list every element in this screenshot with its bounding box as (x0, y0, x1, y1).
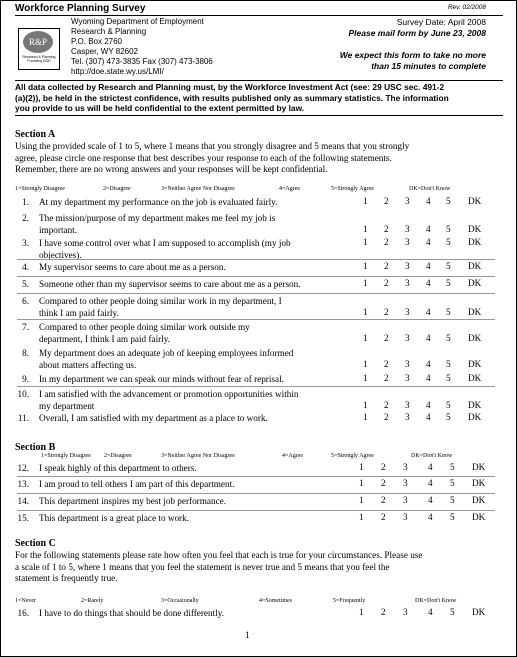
section-a-instructions (15, 141, 409, 176)
response-option-1[interactable]: 1 (359, 495, 364, 505)
question-text: Someone other than my supervisor seems to care about me as a person. (39, 279, 301, 289)
response-option-2[interactable]: 2 (381, 495, 386, 505)
question-text: I have some control over what I am supposed to accomplish (my job (39, 238, 291, 248)
scale-label: 1=Strongly Disagree (15, 186, 65, 192)
response-option-5[interactable]: 5 (446, 261, 451, 271)
scale-label: 1=Strongly Disagree (41, 453, 91, 459)
response-option-5[interactable]: 5 (450, 478, 455, 488)
scale-label: 3=Occasionally (161, 598, 199, 604)
response-option-5[interactable]: 5 (450, 607, 455, 617)
response-option-1[interactable]: 1 (359, 512, 364, 522)
scale-label: DK=Don't Know (411, 453, 453, 459)
scale-label: 2=Disagree (103, 186, 131, 192)
response-option-dk[interactable]: DK (468, 224, 482, 234)
response-option-1[interactable]: 1 (363, 373, 368, 383)
address-line: Wyoming Department of Employment (71, 17, 204, 26)
question-divider (17, 319, 495, 320)
scale-label: DK=Don't Know (415, 598, 457, 604)
scale-label: 4=Agree (279, 186, 301, 192)
question-number: 6. (22, 296, 29, 306)
address-line: P.O. Box 2760 (71, 37, 122, 46)
response-option-5[interactable]: 5 (446, 278, 451, 288)
response-option-2[interactable]: 2 (384, 373, 389, 383)
question-number: 2. (22, 213, 29, 223)
response-option-4[interactable]: 4 (428, 512, 433, 522)
response-option-2[interactable]: 2 (384, 196, 389, 206)
revision-label: Rev. 02/2008 (447, 4, 486, 11)
response-option-dk[interactable]: DK (472, 462, 486, 472)
question-number: 8. (22, 348, 29, 358)
instruction-line: Remember, there are no wrong answers and your responses will be kept confidential. (15, 164, 328, 175)
response-option-dk[interactable]: DK (468, 412, 482, 422)
response-option-2[interactable]: 2 (384, 307, 389, 317)
response-option-3[interactable]: 3 (405, 333, 410, 343)
response-option-3[interactable]: 3 (405, 278, 410, 288)
response-option-1[interactable]: 1 (363, 333, 368, 343)
question-text: I have to do things that should be done differently. (39, 608, 224, 618)
question-text: Overall, I am satisfied with my department as a place to work. (39, 413, 268, 423)
response-option-2[interactable]: 2 (384, 359, 389, 369)
scale-label: 5=Frequently (333, 598, 366, 604)
question-number: 7. (22, 322, 29, 332)
mail-deadline: Please mail form by June 23, 2008 (348, 28, 486, 38)
response-option-2[interactable]: 2 (384, 278, 389, 288)
question-number: 5. (22, 279, 29, 289)
response-option-dk[interactable]: DK (472, 607, 486, 617)
response-option-3[interactable]: 3 (403, 512, 408, 522)
response-option-3[interactable]: 3 (405, 307, 410, 317)
response-option-4[interactable]: 4 (426, 400, 431, 410)
response-option-4[interactable]: 4 (426, 333, 431, 343)
question-text: think I am paid fairly. (39, 308, 119, 318)
question-divider (17, 493, 495, 494)
confidentiality-line: All data collected by Research and Planning must, by the Workforce Investment Act (see: 29 USC sec. 491-2 (15, 82, 445, 92)
response-option-5[interactable]: 5 (446, 224, 451, 234)
response-option-4[interactable]: 4 (426, 224, 431, 234)
instruction-line: For the following statements please rate how often you feel that each is true for your circumstances. Please use (15, 550, 423, 560)
header-divider (15, 80, 503, 81)
instruction-line: a scale of 1 to 5, where 1 means that you feel the statement is never true and 5 means that you feel the (15, 561, 390, 572)
question-number: 13. (17, 479, 29, 489)
page-number: 1 (245, 630, 250, 640)
header-rule (15, 15, 503, 16)
question-divider (17, 510, 495, 511)
response-option-1[interactable]: 1 (363, 237, 368, 247)
response-option-4[interactable]: 4 (426, 412, 431, 422)
address-line: Tel. (307) 473-3835 Fax (307) 473-3806 (71, 57, 213, 66)
response-option-5[interactable]: 5 (446, 237, 451, 247)
question-number: 14. (17, 496, 29, 506)
response-option-4[interactable]: 4 (426, 359, 431, 369)
scale-label: 4=Sometimes (259, 598, 293, 604)
response-option-dk[interactable]: DK (472, 478, 486, 488)
question-text: Compared to other people doing similar work outside my (39, 322, 250, 332)
confidentiality-notice (15, 82, 449, 114)
response-option-4[interactable]: 4 (426, 373, 431, 383)
address-line: Research & Planning (71, 27, 147, 36)
question-number: 16. (17, 608, 29, 618)
question-divider (17, 259, 495, 260)
response-option-2[interactable]: 2 (381, 478, 386, 488)
response-option-dk[interactable]: DK (468, 196, 482, 206)
response-option-5[interactable]: 5 (450, 462, 455, 472)
response-option-dk[interactable]: DK (468, 400, 482, 410)
survey-date: Survey Date: April 2008 (396, 17, 486, 27)
confidentiality-line: you provide to us will be held confidential to the extent permitted by law. (15, 103, 305, 113)
response-option-3[interactable]: 3 (405, 359, 410, 369)
response-option-1[interactable]: 1 (363, 261, 368, 271)
question-text: I speak highly of this department to others. (39, 463, 197, 473)
time-estimate-line-2: than 15 minutes to complete (371, 61, 486, 71)
response-option-4[interactable]: 4 (426, 261, 431, 271)
question-text: At my department my performance on the job is evaluated fairly. (39, 197, 278, 207)
response-option-5[interactable]: 5 (450, 512, 455, 522)
question-text: My department does an adequate job of keeping employees informed (39, 348, 294, 358)
response-option-3[interactable]: 3 (403, 495, 408, 505)
question-text: Compared to other people doing similar work in my department, I (39, 296, 282, 306)
response-option-1[interactable]: 1 (363, 359, 368, 369)
form-title: Workforce Planning Survey (15, 3, 146, 14)
question-divider (17, 476, 495, 477)
question-number: 3. (22, 238, 29, 248)
response-option-2[interactable]: 2 (384, 237, 389, 247)
question-text: In my department we can speak our minds without fear of reprisal. (39, 374, 284, 384)
response-option-dk[interactable]: DK (472, 495, 486, 505)
time-estimate-line-1: We expect this form to take no more (339, 50, 486, 60)
response-option-3[interactable]: 3 (403, 478, 408, 488)
instruction-line: Using the provided scale of 1 to 5, where 1 means that you strongly disagree and 5 means that you strongly (15, 141, 410, 151)
response-option-5[interactable]: 5 (450, 495, 455, 505)
response-option-5[interactable]: 5 (446, 333, 451, 343)
scale-label: 3=Neither Agree Nor Disagree (161, 453, 235, 459)
response-option-4[interactable]: 4 (426, 196, 431, 206)
response-option-2[interactable]: 2 (381, 512, 386, 522)
question-text: This department inspires my best job performance. (39, 496, 227, 506)
response-option-dk[interactable]: DK (468, 278, 482, 288)
response-option-1[interactable]: 1 (363, 307, 368, 317)
response-option-dk[interactable]: DK (468, 261, 482, 271)
response-option-3[interactable]: 3 (405, 261, 410, 271)
response-option-3[interactable]: 3 (405, 224, 410, 234)
scale-label: 5=Strongly Agree (331, 453, 374, 459)
question-number: 4. (22, 262, 29, 272)
response-option-dk[interactable]: DK (472, 512, 486, 522)
confidentiality-line: (a)(2)), be held in the strictest confidence, with results published only as summary statistics. The information (15, 92, 449, 103)
section-c-title: Section C (15, 538, 56, 549)
question-text: department, I think I am paid fairly. (39, 334, 171, 344)
question-text: important. (39, 225, 78, 235)
response-option-1[interactable]: 1 (359, 607, 364, 617)
response-option-1[interactable]: 1 (363, 412, 368, 422)
scale-label: 4=Agree (282, 453, 304, 459)
response-option-5[interactable]: 5 (446, 196, 451, 206)
response-option-5[interactable]: 5 (446, 307, 451, 317)
response-option-2[interactable]: 2 (384, 412, 389, 422)
question-number: 10. (17, 389, 29, 399)
response-option-1[interactable]: 1 (359, 478, 364, 488)
address-link[interactable]: http://doe.state.wy.us/LMI/ (71, 67, 164, 76)
scale-label: 1=Never (15, 598, 37, 604)
response-option-1[interactable]: 1 (363, 224, 368, 234)
response-option-3[interactable]: 3 (405, 412, 410, 422)
response-option-4[interactable]: 4 (426, 307, 431, 317)
instruction-line: agree, please circle one response that best describes your response to each of the following statements. (15, 152, 392, 163)
question-text: about matters affecting us. (39, 360, 137, 370)
question-text: my department (39, 401, 95, 411)
scale-label: DK=Don't Know (409, 186, 451, 192)
question-divider (17, 386, 495, 387)
question-text: I am satisfied with the advancement or promotion opportunities within (39, 389, 299, 399)
response-option-3[interactable]: 3 (405, 237, 410, 247)
scale-label: 2=Rarely (81, 598, 104, 604)
response-option-4[interactable]: 4 (426, 237, 431, 247)
question-number: 1. (22, 197, 29, 207)
response-option-dk[interactable]: DK (468, 373, 482, 383)
response-option-2[interactable]: 2 (381, 462, 386, 472)
response-option-4[interactable]: 4 (428, 462, 433, 472)
response-option-5[interactable]: 5 (446, 412, 451, 422)
question-text: My supervisor seems to care about me as a person. (39, 262, 226, 272)
address-line: Casper, WY 82602 (71, 47, 139, 56)
section-c-instructions (15, 550, 422, 585)
question-number: 15. (17, 513, 29, 523)
logo-caption: Research & Planning Providing DOE (22, 55, 56, 63)
question-text: This department is a great place to work. (39, 513, 190, 523)
response-option-1[interactable]: 1 (363, 400, 368, 410)
response-option-4[interactable]: 4 (428, 478, 433, 488)
response-option-dk[interactable]: DK (468, 333, 482, 343)
response-option-2[interactable]: 2 (384, 333, 389, 343)
response-option-4[interactable]: 4 (426, 278, 431, 288)
response-option-2[interactable]: 2 (384, 261, 389, 271)
question-number: 12. (17, 463, 29, 473)
notice-rule (15, 115, 503, 116)
response-option-dk[interactable]: DK (468, 359, 482, 369)
scale-label: 3=Neither Agree Nor Disagree (161, 186, 235, 192)
instruction-line: statement is frequently true. (15, 573, 118, 584)
response-option-3[interactable]: 3 (405, 373, 410, 383)
section-a-title: Section A (15, 129, 56, 140)
response-option-4[interactable]: 4 (428, 495, 433, 505)
response-option-3[interactable]: 3 (405, 400, 410, 410)
response-option-3[interactable]: 3 (403, 462, 408, 472)
question-text: objectives). (39, 250, 82, 260)
response-option-4[interactable]: 4 (428, 607, 433, 617)
scale-label: 2=Disagree (104, 453, 132, 459)
section-b-title: Section B (15, 442, 56, 453)
question-divider (17, 293, 495, 294)
response-option-5[interactable]: 5 (446, 359, 451, 369)
response-option-dk[interactable]: DK (468, 237, 482, 247)
response-option-1[interactable]: 1 (363, 196, 368, 206)
agency-logo (18, 28, 60, 70)
response-option-2[interactable]: 2 (384, 400, 389, 410)
question-divider (17, 276, 495, 277)
question-text: The mission/purpose of my department makes me feel my job is (39, 213, 276, 223)
response-option-2[interactable]: 2 (384, 224, 389, 234)
response-option-1[interactable]: 1 (363, 278, 368, 288)
question-number: 11. (17, 413, 29, 423)
response-option-dk[interactable]: DK (468, 307, 482, 317)
response-option-3[interactable]: 3 (403, 607, 408, 617)
response-option-2[interactable]: 2 (381, 607, 386, 617)
scale-label: 5=Strongly Agree (331, 186, 374, 192)
response-option-5[interactable]: 5 (446, 373, 451, 383)
response-option-1[interactable]: 1 (359, 462, 364, 472)
question-text: I am proud to tell others I am part of this department. (39, 479, 235, 489)
logo-seal: R&P (23, 31, 53, 53)
response-option-3[interactable]: 3 (405, 196, 410, 206)
response-option-5[interactable]: 5 (446, 400, 451, 410)
question-number: 9. (22, 374, 29, 384)
agency-address (71, 17, 213, 77)
